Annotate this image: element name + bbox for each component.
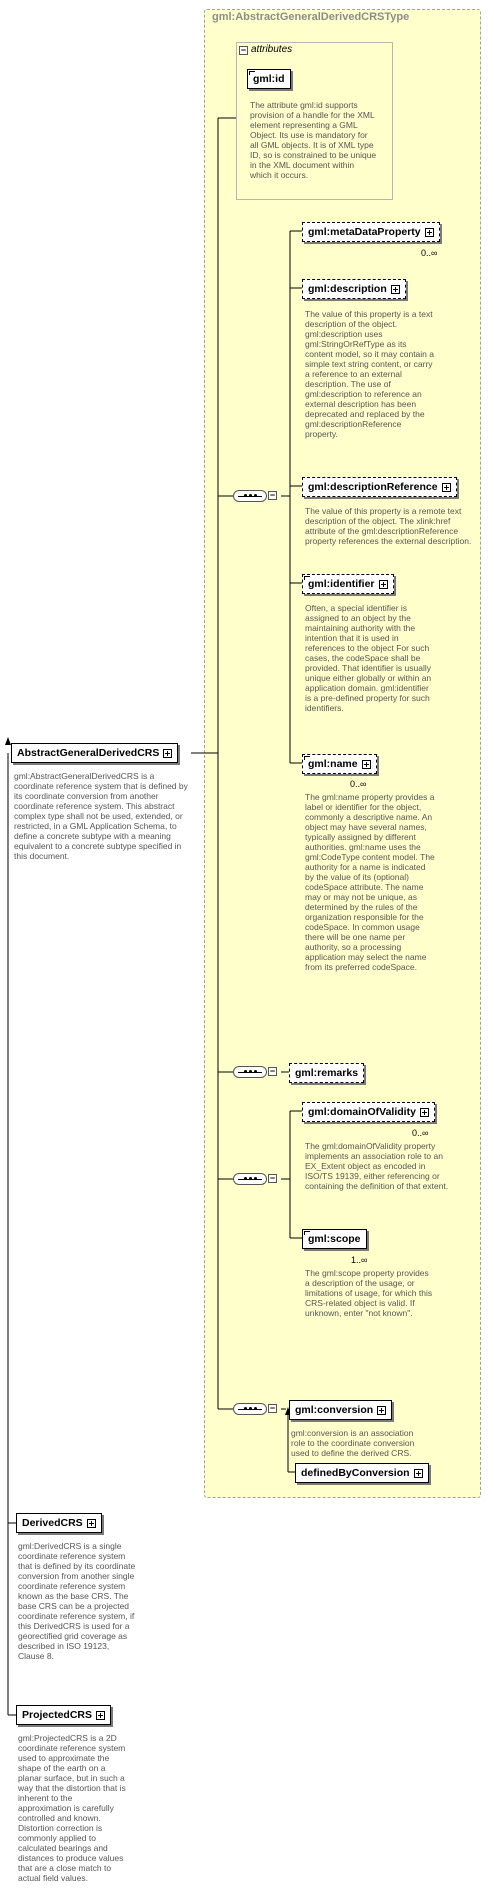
sequence-compositor-2	[233, 1066, 267, 1078]
expand-conversion-icon[interactable]	[377, 1406, 386, 1415]
expand-derivedcrs-icon[interactable]	[87, 1519, 96, 1528]
identifier-desc: Often, a special identifier is assigned to an object by the maintaining authority with the intention that it is used in references to the object For such cases, the codeSpace shall be provided. That identifier is usually unique either globally or within an application domain. gml:identifier is a pre-defined property for such identifiers.	[305, 603, 432, 713]
collapse-sequence-2-icon[interactable]: −	[269, 1066, 276, 1076]
scope-desc: The gml:scope property provides a description of the usage, or limitations of usage, for which this CRS-related object is valid. If unknown, enter "not known".	[305, 1268, 433, 1318]
expand-domainofvalidity-icon[interactable]	[420, 1108, 429, 1117]
collapse-sequence-1-icon[interactable]: −	[269, 490, 276, 500]
element-metadataproperty[interactable]: gml:metaDataProperty	[302, 222, 440, 242]
expand-metadataproperty-icon[interactable]	[425, 228, 434, 237]
domainofvalidity-cardinality: 0..∞	[412, 1128, 429, 1138]
metadataproperty-cardinality: 0..∞	[421, 248, 438, 258]
element-name[interactable]: gml:name	[302, 754, 377, 774]
element-marker-icon	[304, 756, 310, 760]
collapse-root-icon[interactable]	[163, 749, 172, 758]
sequence-compositor-1	[233, 490, 267, 502]
root-element[interactable]: AbstractGeneralDerivedCRS	[11, 743, 178, 763]
element-remarks[interactable]: gml:remarks	[289, 1063, 364, 1083]
element-identifier[interactable]: gml:identifier	[302, 574, 394, 594]
expand-descriptionreference-icon[interactable]	[442, 483, 451, 492]
collapse-sequence-4-icon[interactable]: −	[269, 1403, 276, 1413]
sequence-compositor-3	[233, 1173, 267, 1185]
derivedcrs-desc: gml:DerivedCRS is a single coordinate reference system that is defined by its coordinate conversion from another single coordinate reference system known as the base CRS. The base CRS can be a projected coordinate reference system, if this DerivedCRS is used for a georectified grid coverage as described in ISO 19123, Clause 8.	[18, 1541, 136, 1661]
attribute-gml-id-desc: The attribute gml:id supports provision of a handle for the XML element representing a GML Object. Its use is mandatory for all GML objects. It is of XML type ID, so is constrained to be unique in the XML document within which it occurs.	[250, 100, 377, 180]
projectedcrs-desc: gml:ProjectedCRS is a 2D coordinate reference system used to approximate the shape of the earth on a planar surface, but in such a way that the distortion that is inherent to the approximation is carefully controlled and known. Distortion correction is commonly applied to calculated bearings and distances to produce values that are a close match to actual field values.	[18, 1733, 126, 1883]
conversion-desc: gml:conversion is an association role to the coordinate conversion used to define the derived CRS.	[291, 1428, 415, 1458]
element-domainofvalidity[interactable]: gml:domainOfValidity	[302, 1102, 435, 1122]
type-title: gml:AbstractGeneralDerivedCRSType	[212, 11, 410, 23]
expand-description-icon[interactable]	[391, 285, 400, 294]
expand-name-icon[interactable]	[362, 760, 371, 769]
element-derivedcrs[interactable]: DerivedCRS	[16, 1513, 102, 1533]
root-desc: gml:AbstractGeneralDerivedCRS is a coordinate reference system that is defined by its coordinate conversion from another coordinate reference system. This abstract complex type shall not be used, extended, or restricted, in a GML Application Schema, to define a concrete subtype with a meaning equivalent to a concrete subtype specified in this document.	[14, 771, 188, 861]
element-marker-icon	[304, 1231, 310, 1235]
element-description[interactable]: gml:description	[302, 279, 406, 299]
name-desc: The gml:name property provides a label or identifier for the object, commonly a descriptive name. An object may have several names, typically assigned by different authorities. gml:name uses the gml:CodeType content model. The authority for a name is indicated by the value of its (optional) codeSpace attribute. The name may or may not be unique, as determined by the rules of the organization responsible for the codeSpace. In common usage there will be one name per authority, so a processing application may select the name from its preferred codeSpace.	[305, 792, 435, 972]
collapse-sequence-3-icon[interactable]: −	[269, 1173, 276, 1183]
expand-projectedcrs-icon[interactable]	[96, 1711, 105, 1720]
element-scope[interactable]: gml:scope	[302, 1229, 367, 1249]
attribute-gml-id[interactable]: gml:id	[247, 69, 291, 89]
scope-cardinality: 1..∞	[351, 1255, 368, 1265]
sequence-compositor-4	[233, 1403, 267, 1415]
element-conversion[interactable]: gml:conversion	[289, 1400, 392, 1420]
description-desc: The value of this property is a text description of the object. gml:description uses gml:StringOrRefType as its content model, so it may contain a simple text string content, or carry a reference to an external description. The use of gml:description to reference an external description has been deprecated and replaced by the gml:descriptionReference property.	[305, 309, 434, 439]
descriptionreference-desc: The value of this property is a remote text description of the object. The xlink:href attribute of the gml:descriptionReference property references the external description.	[305, 506, 472, 546]
expand-definedbyconversion-icon[interactable]	[414, 1469, 423, 1478]
element-marker-icon	[304, 576, 310, 580]
attributes-label: attributes	[251, 44, 293, 55]
collapse-attributes-icon[interactable]: −	[240, 45, 247, 55]
element-descriptionreference[interactable]: gml:descriptionReference	[302, 477, 457, 497]
domainofvalidity-desc: The gml:domainOfValidity property implements an association role to an EX_Extent object as encoded in ISO/TS 19139, either referencing or containing the definition of that extent.	[305, 1141, 449, 1191]
element-definedbyconversion[interactable]: definedByConversion	[295, 1463, 429, 1483]
element-projectedcrs[interactable]: ProjectedCRS	[16, 1705, 111, 1725]
name-cardinality: 0..∞	[350, 779, 367, 789]
expand-identifier-icon[interactable]	[379, 580, 388, 589]
